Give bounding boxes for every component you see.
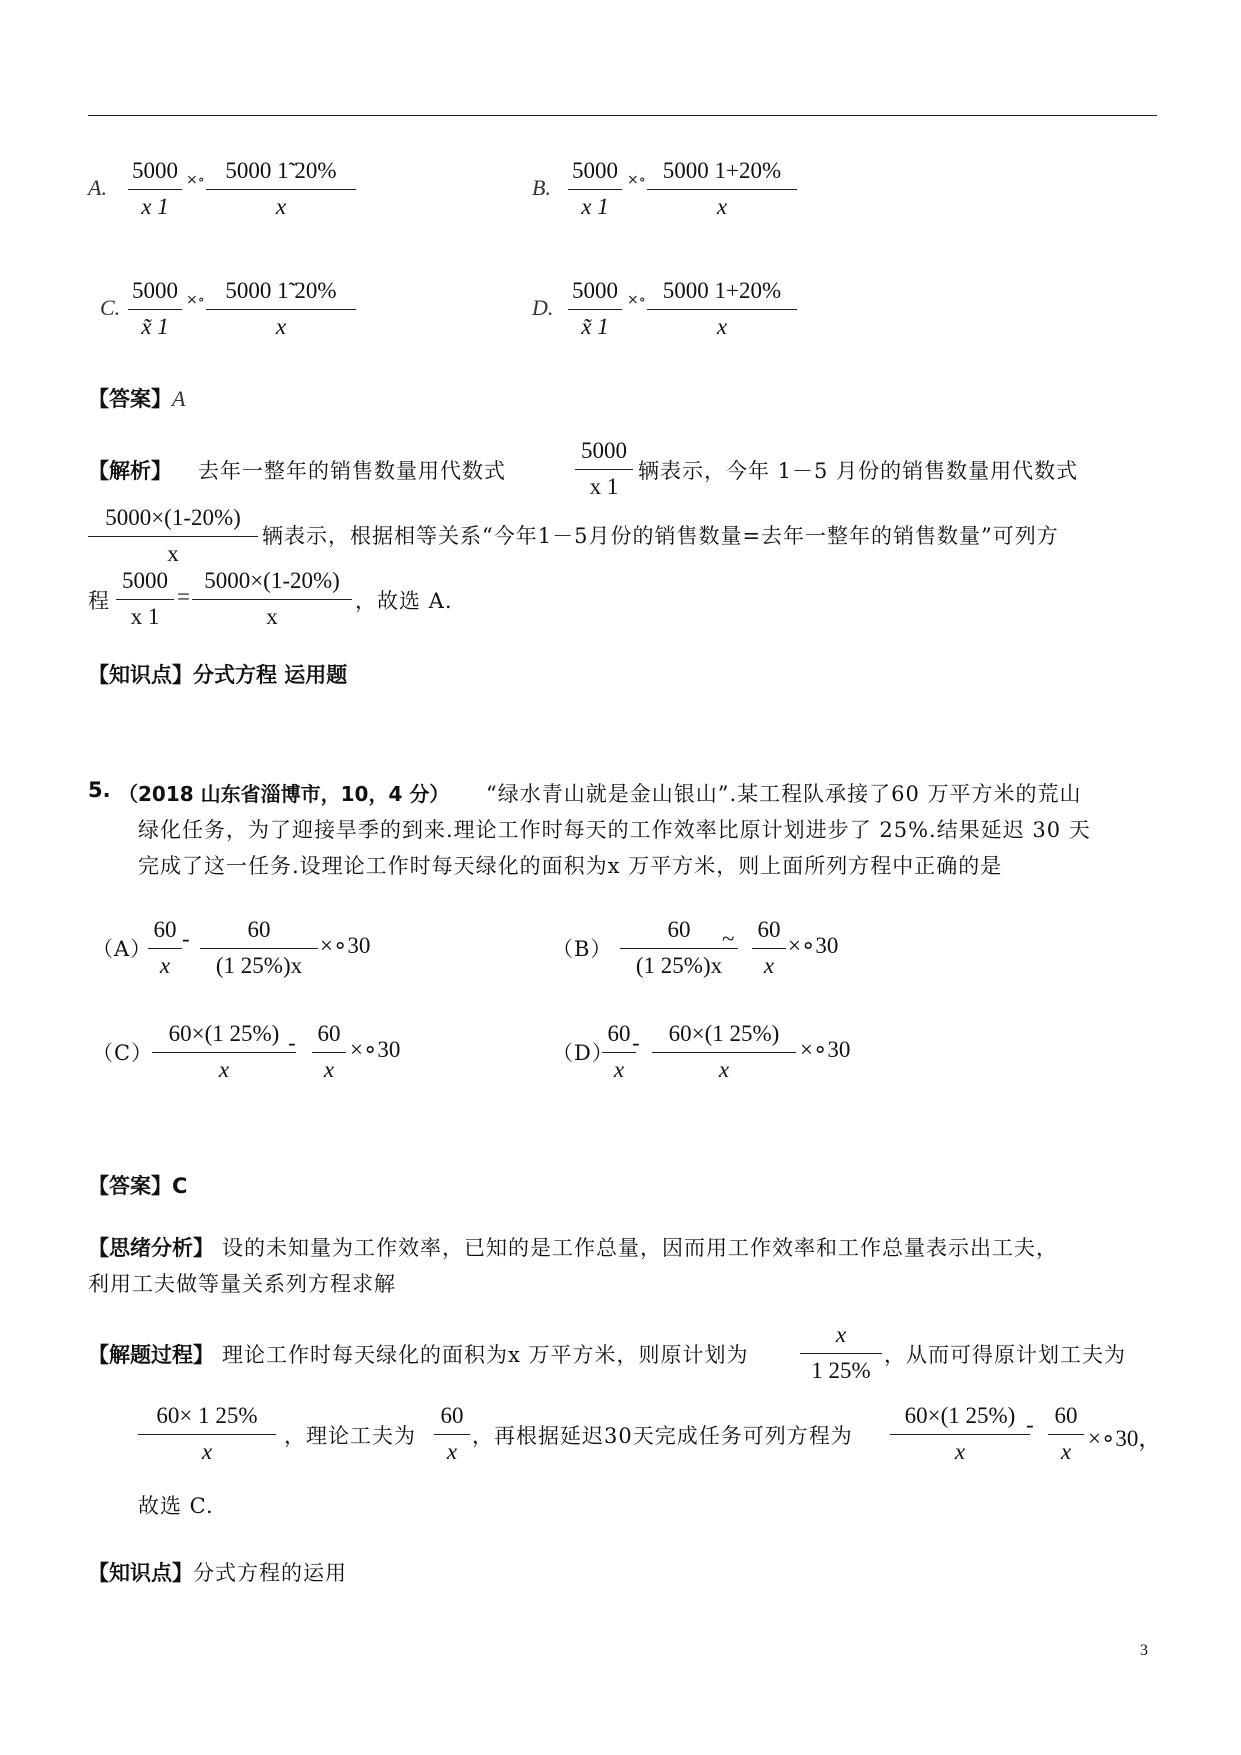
fraction: 5000 x̃ 1 — [128, 278, 182, 348]
knowledge-value: 分式方程的运用 — [193, 1561, 347, 1585]
fraction: 5000 x̃ 1 — [568, 278, 622, 348]
solution-tag: 【解题过程】 — [88, 1343, 214, 1367]
page-number: 3 — [1140, 1642, 1148, 1659]
option-label: A. — [88, 175, 107, 200]
option-label: （B） — [552, 937, 613, 961]
analysis-tag: 【解析】 — [88, 459, 172, 483]
fraction: 60 x — [312, 1021, 346, 1091]
answer-tag: 【答案】 — [88, 1174, 172, 1198]
fraction: 60 x — [752, 917, 786, 987]
fraction: 60 x — [1048, 1403, 1084, 1473]
header-rule — [88, 115, 1157, 116]
fraction: 60 x — [434, 1403, 470, 1473]
answer-tag: 【答案】 — [88, 387, 172, 411]
q5-answer — [88, 1170, 187, 1200]
option-label: D. — [532, 295, 554, 320]
fraction: 5000×(1-20%) x — [88, 505, 258, 575]
fraction: 5000×(1-20%) x — [192, 568, 352, 638]
question-number: 5. — [88, 778, 111, 802]
fraction: 60×(1 25%) x — [652, 1021, 796, 1091]
question-source: （2018 山东省淄博市，10，4 分） — [118, 782, 450, 806]
fraction: 5000 x 1 — [575, 438, 633, 508]
fraction: 5000 1+20% x — [647, 158, 797, 228]
fraction: 5000 x 1 — [116, 568, 174, 638]
option-label: （A） — [92, 937, 153, 961]
fraction: 60 (1 25%)x — [200, 917, 318, 987]
thinking-tag: 【思绪分析】 — [88, 1236, 214, 1260]
q5-knowledge — [88, 1557, 347, 1587]
fraction: 60×(1 25%) x — [152, 1021, 296, 1091]
answer-value: A — [172, 386, 186, 411]
option-label: B. — [532, 175, 551, 200]
fraction: 60×(1 25%) x — [890, 1403, 1030, 1473]
option-label: （C） — [92, 1041, 154, 1065]
fraction: 5000 x 1 — [568, 158, 622, 228]
knowledge-value: 分式方程 运用题 — [193, 663, 348, 687]
knowledge-tag: 【知识点】 — [88, 663, 193, 687]
fraction: 5000 1̃ 20% x — [206, 278, 356, 348]
q4-answer — [88, 383, 185, 413]
fraction: 60 x — [148, 917, 182, 987]
option-label: C. — [100, 295, 121, 320]
fraction: 5000 1+20% x — [647, 278, 797, 348]
fraction: 60× 1 25% x — [138, 1403, 276, 1473]
answer-value: C — [172, 1174, 188, 1198]
fraction: 5000 1̃ 20% x — [206, 158, 356, 228]
fraction: x 1 25% — [800, 1322, 882, 1392]
fraction: 60 x — [602, 1021, 636, 1091]
fraction: 60 (1 25%)x — [620, 917, 738, 987]
fraction: 5000 x 1 — [128, 158, 182, 228]
q4-knowledge — [88, 659, 347, 689]
knowledge-tag: 【知识点】 — [88, 1561, 193, 1585]
option-label: （D） — [552, 1041, 614, 1065]
